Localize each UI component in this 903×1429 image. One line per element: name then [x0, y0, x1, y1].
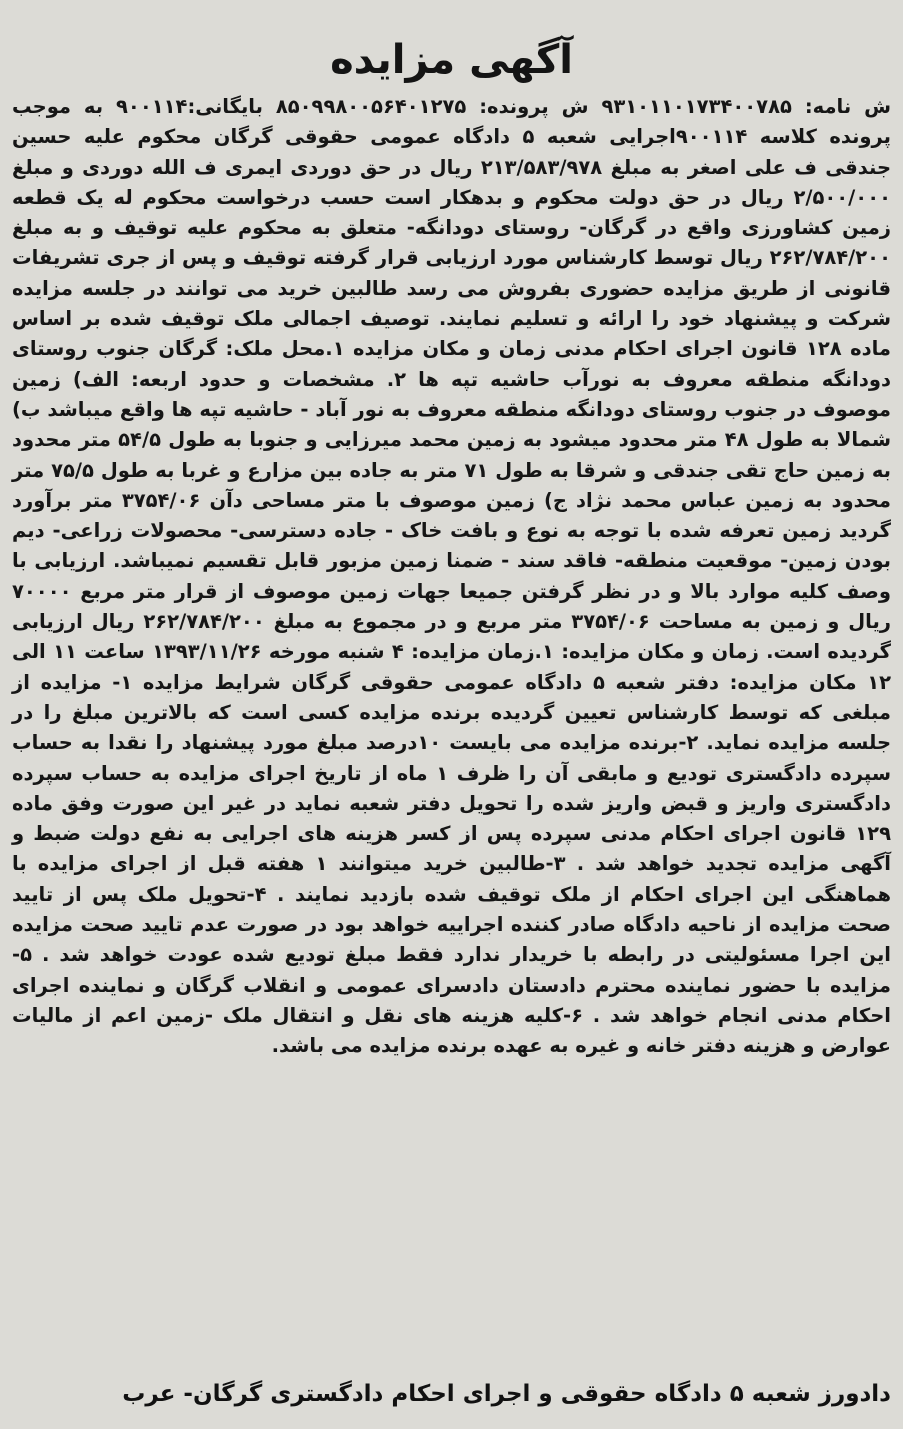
notice-body — [12, 92, 891, 1062]
signature-line: دادورز شعبه ۵ دادگاه حقوقی و اجرای احکام دادگستری گرگان- عرب — [122, 1381, 891, 1407]
notice-title: آگهی مزایده — [330, 37, 573, 83]
notice-paragraph: ش نامه: ۹۳۱۰۱۱۰۱۷۳۴۰۰۷۸۵ ش پرونده: ۸۵۰۹۹۸۰۰۵۶۴۰۱۲۷۵ بایگانی:۹۰۰۱۱۴ به موجب پرونده کلاسه ۹۰۰۱۱۴اجرایی شعبه ۵ دادگاه عمومی حقوقی گرگان محکوم علیه حسین جندقی ف علی اصغر به مبلغ ۲۱۳/۵۸۳/۹۷۸ ریال در حق دوردی ایمری ف الله دوردی و مبلغ ۲/۵۰۰/۰۰۰ ریال در حق دولت محکوم و بدهکار است حسب درخواست محکوم له یک قطعه زمین کشاورزی واقع در گرگان- روستای دودانگه- متعلق به محکوم علیه توقیف و به مبلغ ۲۶۲/۷۸۴/۲۰۰ ریال توسط کارشناس مورد ارزیابی قرار گرفته توقیف و پس از جری تشریفات قانونی از طریق مزایده حضوری بفروش می رسد طالبین خرید می توانند در جلسه مزایده شرکت و پیشنهاد خود را ارائه و تسلیم نمایند. توصیف اجمالی ملک توقیف شده بر اساس ماده ۱۲۸ قانون اجرای احکام مدنی زمان و مکان مزایده ۱.محل ملک: گرگان جنوب روستای دودانگه منطقه معروف به نورآب حاشیه تپه ها ۲. مشخصات و حدود اربعه: الف) زمین موصوف در جنوب روستای دودانگه منطقه معروف به نور آباد - حاشیه تپه ها واقع میباشد ب) شمالا به طول ۴۸ متر محدود میشود به زمین محمد میرزایی و جنوبا به طول ۵۴/۵ متر محدود به زمین حاج تقی جندقی و شرقا به طول ۷۱ متر به جاده بین مزارع و غربا به طول ۷۵/۵ متر محدود به زمین عباس محمد نژاد ج) زمین موصوف با متر مساحی دآن ۳۷۵۴/۰۶ متر برآورد گردید زمین تعرفه شده با توجه به نوع و بافت خاک - جاده دسترسی- محصولات زراعی- دیم بودن زمین- موقعیت منطقه- فاقد سند - ضمنا زمین مزبور قابل تقسیم نمیباشد. ارزیابی با وصف کلیه موارد بالا و در نظر گرفتن جمیعا جهات زمین موصوف از قرار متر مربع ۷۰۰۰۰ ریال و زمین به مساحت ۳۷۵۴/۰۶ متر مربع و در مجموع به مبلغ ۲۶۲/۷۸۴/۲۰۰ ریال ارزیابی گردیده است. زمان و مکان مزایده: ۱.زمان مزایده: ۴ شنبه مورخه ۱۳۹۳/۱۱/۲۶ ساعت ۱۱ الی ۱۲ مکان مزایده: دفتر شعبه ۵ دادگاه عمومی حقوقی گرگان شرایط مزایده ۱- مزایده از مبلغی که توسط کارشناس تعیین گردیده برنده مزایده کسی است که بالاترین مبلغ را در جلسه مزایده نماید. ۲-برنده مزایده می بایست ۱۰درصد مبلغ مورد پیشنهاد را نقدا به حساب سپرده دادگستری تودیع و مابقی آن را ظرف ۱ ماه از تاریخ اجرای مزایده به حساب سپرده دادگستری واریز و قبض واریز شده را تحویل دفتر شعبه نماید در غیر این صورت وفق ماده ۱۲۹ قانون اجرای احکام مدنی سپرده پس از کسر هزینه های اجرایی به نفع دولت ضبط و آگهی مزایده تجدید خواهد شد . ۳-طالبین خرید میتوانند ۱ هفته قبل از اجرای مزایده با هماهنگی این اجرای احکام از ملک توقیف شده بازدید نمایند . ۴-تحویل ملک پس از تایید صحت مزایده از ناحیه دادگاه صادر کننده اجراییه خواهد بود در صورت عدم تایید صحت مزایده این اجرا مسئولیتی در رابطه با خریدار ندارد فقط مبلغ تودیع شده عودت خواهد شد . ۵- مزایده با حضور نماینده محترم دادستان دادسرای عمومی و انقلاب گرگان و نماینده اجرای احکام مدنی انجام خواهد شد . ۶-کلیه هزینه های نقل و انتقال ملک -زمین اعم از مالیات عوارض و هزینه دفتر خانه و غیره به عهده برنده مزایده می باشد. — [12, 95, 892, 1058]
